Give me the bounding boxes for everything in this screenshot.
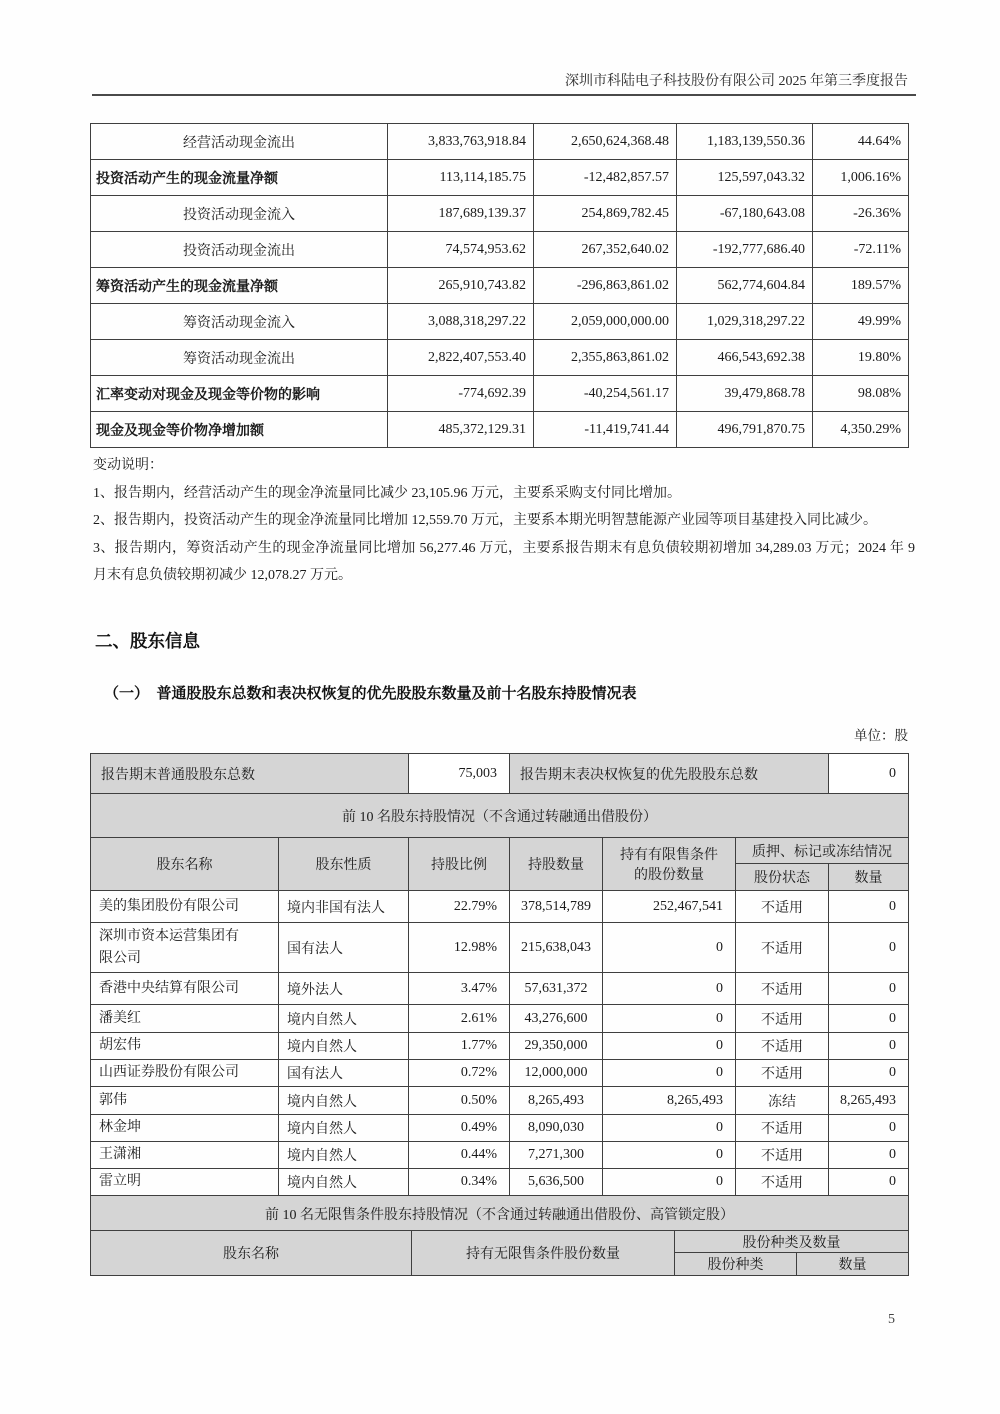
shareholder-name: 山西证券股份有限公司 <box>91 1060 279 1087</box>
value-cell: 1,006.16% <box>813 160 909 196</box>
shareholder-count: 7,271,300 <box>510 1142 603 1169</box>
row-label: 筹资活动现金流入 <box>91 304 388 340</box>
shareholder-name: 雷立明 <box>91 1169 279 1196</box>
header-row <box>91 838 909 864</box>
value-cell: 44.64% <box>813 124 909 160</box>
shareholder-ratio: 0.72% <box>409 1060 510 1087</box>
note-item: 3、报告期内，筹资活动产生的现金净流量同比增加 56,277.46 万元，主要系报告期末有息负债较期初增加 34,289.03 万元；2024 年 9 月末有息负债较期初减少 12,078.27 万元。 <box>93 540 915 584</box>
shareholder-nature: 境内自然人 <box>279 1005 409 1033</box>
value-cell: 3,088,318,297.22 <box>388 304 534 340</box>
shareholder-pledge-qty: 8,265,493 <box>829 1087 909 1115</box>
shareholder-count: 43,276,600 <box>510 1005 603 1033</box>
shareholder-count: 215,638,043 <box>510 923 603 973</box>
shareholder-ratio: 0.50% <box>409 1087 510 1115</box>
preferred-shareholders-value: 0 <box>829 754 909 794</box>
shareholder-restricted: 0 <box>603 1169 736 1196</box>
top10-shareholders-table <box>90 753 909 1232</box>
shareholder-name: 深圳市资本运营集团有限公司 <box>91 923 279 973</box>
row-label: 筹资活动产生的现金流量净额 <box>91 268 388 304</box>
shareholder-pledge-qty: 0 <box>829 1142 909 1169</box>
shareholder-nature: 境内非国有法人 <box>279 891 409 923</box>
shareholder-count: 5,636,500 <box>510 1169 603 1196</box>
cash-flow-row <box>91 304 909 340</box>
cash-flow-row <box>91 196 909 232</box>
cash-flow-table <box>90 123 909 448</box>
section-heading: 二、股东信息 <box>95 631 200 651</box>
value-cell: -11,419,741.44 <box>534 412 677 448</box>
cash-flow-row <box>91 340 909 376</box>
shareholder-count: 8,265,493 <box>510 1087 603 1115</box>
shareholder-count: 378,514,789 <box>510 891 603 923</box>
shareholder-ratio: 12.98% <box>409 923 510 973</box>
shareholder-name: 胡宏伟 <box>91 1033 279 1060</box>
value-cell: 113,114,185.75 <box>388 160 534 196</box>
shareholder-row <box>91 923 909 973</box>
shareholder-restricted: 0 <box>603 1033 736 1060</box>
col-header-count: 持股数量 <box>510 838 603 891</box>
shareholder-ratio: 0.44% <box>409 1142 510 1169</box>
value-cell: -40,254,561.17 <box>534 376 677 412</box>
shareholder-pledge-status: 不适用 <box>736 1115 829 1142</box>
shareholder-count: 12,000,000 <box>510 1060 603 1087</box>
shareholder-row <box>91 1142 909 1169</box>
shareholder-restricted: 0 <box>603 973 736 1005</box>
shareholder-pledge-qty: 0 <box>829 1169 909 1196</box>
unit-label: 单位：股 <box>854 728 908 743</box>
cash-flow-row <box>91 268 909 304</box>
preferred-shareholders-label: 报告期末表决权恢复的优先股股东总数 <box>510 754 829 794</box>
col-header-share-type-group: 股份种类及数量 <box>675 1231 909 1253</box>
shareholder-nature: 境外法人 <box>279 973 409 1005</box>
shareholder-pledge-qty: 0 <box>829 1033 909 1060</box>
col-header-pledge-qty: 数量 <box>829 864 909 891</box>
shareholder-name: 郭伟 <box>91 1087 279 1115</box>
shareholder-restricted: 252,467,541 <box>603 891 736 923</box>
note-item: 2、报告期内，投资活动产生的现金净流量同比增加 12,559.70 万元，主要系本期光明智慧能源产业园等项目基建投入同比减少。 <box>93 513 877 529</box>
shareholder-nature: 境内自然人 <box>279 1169 409 1196</box>
value-cell: 98.08% <box>813 376 909 412</box>
shareholder-nature: 境内自然人 <box>279 1087 409 1115</box>
cash-flow-row <box>91 376 909 412</box>
col-header-unrestricted-count: 持有无限售条件股份数量 <box>412 1231 675 1276</box>
shareholder-ratio: 0.34% <box>409 1169 510 1196</box>
shareholder-nature: 国有法人 <box>279 923 409 973</box>
subsection-heading: （一） 普通股股东总数和表决权恢复的优先股股东数量及前十名股东持股情况表 <box>104 686 637 702</box>
row-label: 投资活动产生的现金流量净额 <box>91 160 388 196</box>
shareholder-nature: 境内自然人 <box>279 1115 409 1142</box>
shareholder-ratio: 0.49% <box>409 1115 510 1142</box>
summary-row <box>91 754 909 794</box>
cash-flow-row <box>91 232 909 268</box>
shareholder-pledge-status: 不适用 <box>736 1060 829 1087</box>
col-header-restricted: 持有有限售条件的股份数量 <box>603 838 736 891</box>
unrestricted-title-row <box>91 1196 909 1232</box>
value-cell: -774,692.39 <box>388 376 534 412</box>
shareholder-pledge-qty: 0 <box>829 1060 909 1087</box>
shareholder-pledge-status: 不适用 <box>736 891 829 923</box>
shareholder-ratio: 2.61% <box>409 1005 510 1033</box>
col-header-ratio: 持股比例 <box>409 838 510 891</box>
col-header-share-type: 股份种类 <box>675 1253 797 1276</box>
value-cell: -192,777,686.40 <box>677 232 813 268</box>
col-header-pledge-group: 质押、标记或冻结情况 <box>736 838 909 864</box>
value-cell: 74,574,953.62 <box>388 232 534 268</box>
value-cell: -296,863,861.02 <box>534 268 677 304</box>
shareholder-restricted: 0 <box>603 1115 736 1142</box>
shareholder-row <box>91 1005 909 1033</box>
shareholder-restricted: 0 <box>603 1005 736 1033</box>
shareholder-nature: 境内自然人 <box>279 1033 409 1060</box>
shareholder-name: 林金坤 <box>91 1115 279 1142</box>
row-label: 投资活动现金流入 <box>91 196 388 232</box>
shareholder-row <box>91 1169 909 1196</box>
shareholder-row <box>91 1033 909 1060</box>
value-cell: 189.57% <box>813 268 909 304</box>
shareholder-pledge-status: 不适用 <box>736 973 829 1005</box>
value-cell: -67,180,643.08 <box>677 196 813 232</box>
value-cell: 265,910,743.82 <box>388 268 534 304</box>
cash-flow-row <box>91 124 909 160</box>
shareholder-row <box>91 1087 909 1115</box>
shareholder-ratio: 3.47% <box>409 973 510 1005</box>
shareholder-restricted: 8,265,493 <box>603 1087 736 1115</box>
shareholder-count: 29,350,000 <box>510 1033 603 1060</box>
header-row <box>91 1231 909 1253</box>
col-header-name: 股东名称 <box>91 1231 412 1276</box>
row-label: 汇率变动对现金及现金等价物的影响 <box>91 376 388 412</box>
page-number: 5 <box>888 1312 895 1327</box>
value-cell: 49.99% <box>813 304 909 340</box>
shareholder-pledge-status: 不适用 <box>736 1142 829 1169</box>
shareholder-restricted: 0 <box>603 1142 736 1169</box>
row-label: 投资活动现金流出 <box>91 232 388 268</box>
shareholder-row <box>91 1060 909 1087</box>
shareholder-name: 潘美红 <box>91 1005 279 1033</box>
shareholder-restricted: 0 <box>603 923 736 973</box>
value-cell: 2,355,863,861.02 <box>534 340 677 376</box>
row-label: 现金及现金等价物净增加额 <box>91 412 388 448</box>
shareholder-pledge-status: 不适用 <box>736 1169 829 1196</box>
value-cell: 3,833,763,918.84 <box>388 124 534 160</box>
value-cell: 267,352,640.02 <box>534 232 677 268</box>
value-cell: 2,059,000,000.00 <box>534 304 677 340</box>
unrestricted-header-table <box>90 1230 909 1276</box>
value-cell: -12,482,857.57 <box>534 160 677 196</box>
note-item: 1、报告期内，经营活动产生的现金净流量同比减少 23,105.96 万元，主要系采购支付同比增加。 <box>93 485 681 501</box>
unrestricted-title: 前 10 名无限售条件股东持股情况（不含通过转融通出借股份、高管锁定股） <box>91 1196 909 1232</box>
shareholder-pledge-qty: 0 <box>829 1005 909 1033</box>
common-shareholders-label: 报告期末普通股股东总数 <box>91 754 409 794</box>
shareholder-ratio: 22.79% <box>409 891 510 923</box>
shareholder-pledge-qty: 0 <box>829 891 909 923</box>
value-cell: -72.11% <box>813 232 909 268</box>
value-cell: 562,774,604.84 <box>677 268 813 304</box>
shareholder-row <box>91 891 909 923</box>
cash-flow-row <box>91 160 909 196</box>
value-cell: 39,479,868.78 <box>677 376 813 412</box>
shareholder-count: 8,090,030 <box>510 1115 603 1142</box>
col-header-pledge-status: 股份状态 <box>736 864 829 891</box>
shareholder-ratio: 1.77% <box>409 1033 510 1060</box>
value-cell: 125,597,043.32 <box>677 160 813 196</box>
shareholder-restricted: 0 <box>603 1060 736 1087</box>
shareholder-pledge-qty: 0 <box>829 1115 909 1142</box>
shareholder-nature: 国有法人 <box>279 1060 409 1087</box>
shareholder-nature: 境内自然人 <box>279 1142 409 1169</box>
col-header-nature: 股东性质 <box>279 838 409 891</box>
notes-title: 变动说明： <box>93 458 163 473</box>
change-notes <box>93 452 915 590</box>
value-cell: 2,822,407,553.40 <box>388 340 534 376</box>
value-cell: -26.36% <box>813 196 909 232</box>
shareholder-pledge-status: 不适用 <box>736 1005 829 1033</box>
shareholder-pledge-status: 不适用 <box>736 923 829 973</box>
common-shareholders-value: 75,003 <box>409 754 510 794</box>
header-rule <box>92 94 916 96</box>
shareholder-count: 57,631,372 <box>510 973 603 1005</box>
value-cell: 19.80% <box>813 340 909 376</box>
row-label: 经营活动现金流出 <box>91 124 388 160</box>
value-cell: 485,372,129.31 <box>388 412 534 448</box>
col-header-share-qty: 数量 <box>797 1253 909 1276</box>
shareholder-pledge-qty: 0 <box>829 923 909 973</box>
row-label: 筹资活动现金流出 <box>91 340 388 376</box>
shareholder-name: 王潇湘 <box>91 1142 279 1169</box>
report-header-title: 深圳市科陆电子科技股份有限公司 2025 年第三季度报告 <box>565 74 908 89</box>
shareholder-name: 美的集团股份有限公司 <box>91 891 279 923</box>
value-cell: 466,543,692.38 <box>677 340 813 376</box>
value-cell: 1,029,318,297.22 <box>677 304 813 340</box>
shareholder-name: 香港中央结算有限公司 <box>91 973 279 1005</box>
shareholder-pledge-status: 冻结 <box>736 1087 829 1115</box>
value-cell: 496,791,870.75 <box>677 412 813 448</box>
shareholder-pledge-status: 不适用 <box>736 1033 829 1060</box>
shareholder-row <box>91 973 909 1005</box>
shareholder-pledge-qty: 0 <box>829 973 909 1005</box>
value-cell: 4,350.29% <box>813 412 909 448</box>
cash-flow-row <box>91 412 909 448</box>
shareholder-row <box>91 1115 909 1142</box>
top10-title-row <box>91 794 909 838</box>
value-cell: 2,650,624,368.48 <box>534 124 677 160</box>
top10-title: 前 10 名股东持股情况（不含通过转融通出借股份） <box>91 794 909 838</box>
col-header-name: 股东名称 <box>91 838 279 891</box>
value-cell: 254,869,782.45 <box>534 196 677 232</box>
value-cell: 187,689,139.37 <box>388 196 534 232</box>
value-cell: 1,183,139,550.36 <box>677 124 813 160</box>
